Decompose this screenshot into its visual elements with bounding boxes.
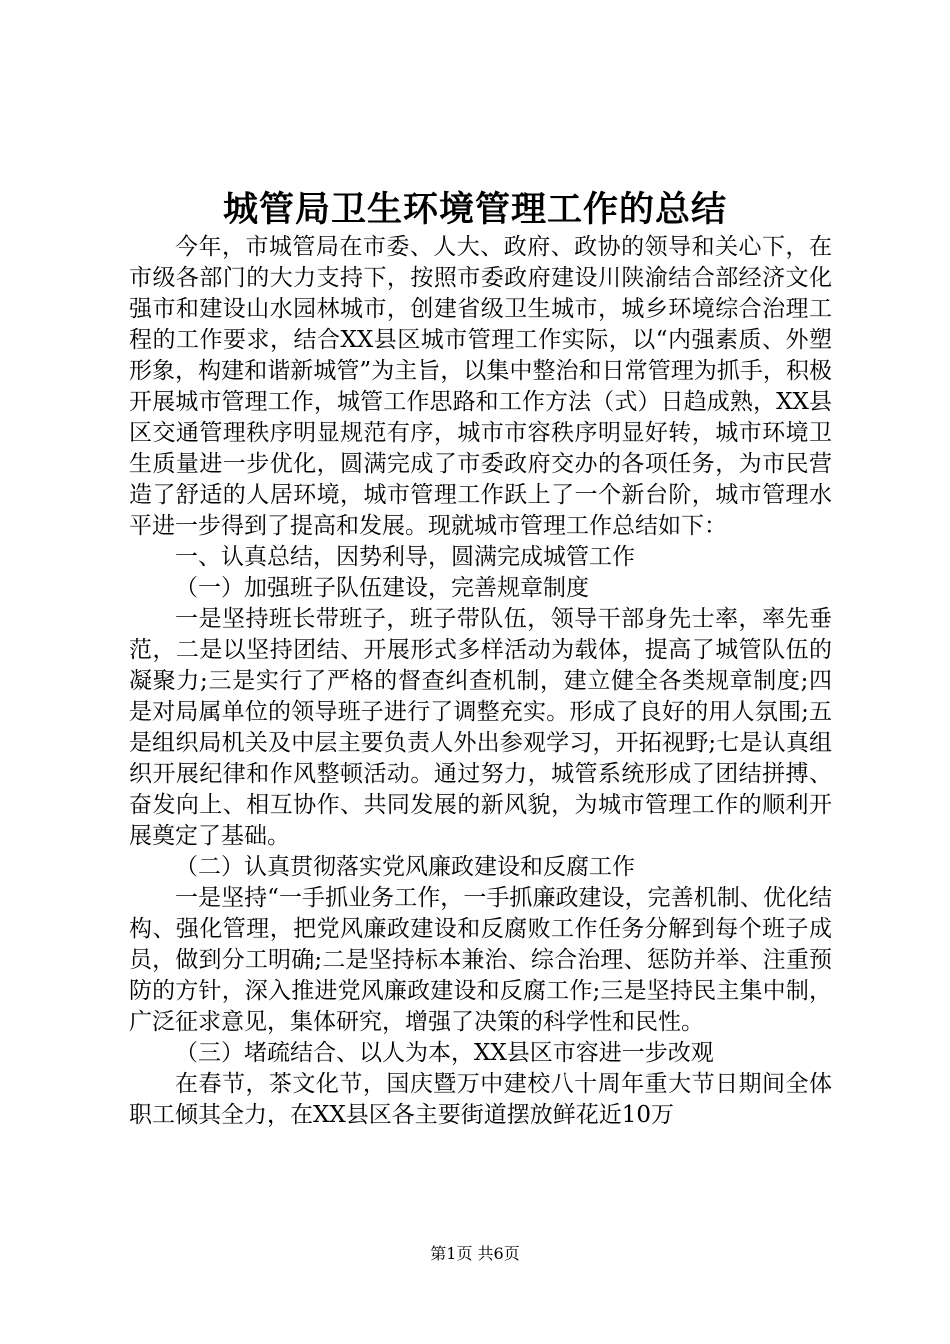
section-heading: 一、认真总结，因势利导，圆满完成城管工作 [175,544,635,570]
page-number-footer: 第1页 共6页 [430,1244,520,1263]
paragraph: 一是坚持“一手抓业务工作，一手抓廉政建设，完善机制、优化结构、强化管理，把党风廉政建设和反腐败工作任务分解到每个班子成员，做到分工明确;二是坚持标本兼治、综合治理、惩防并举、注重预防的方针，深入推进党风廉政建设和反腐工作;三是坚持民主集中制，广泛征求意见，集体研究，增强了决策的科学性和民性。 [129,885,832,1035]
paragraph: 在春节，茶文化节，国庆暨万中建校八十周年重大节日期间全体职工倾其全力，在XX县区各主要街道摆放鲜花近10万 [129,1071,832,1128]
document-body [129,232,832,1131]
subsection-heading: （一）加强班子队伍建设，完善规章制度 [175,575,589,601]
paragraph: 一是坚持班长带班子，班子带队伍，领导干部身先士率，率先垂范，二是以坚持团结、开展形式多样活动为载体，提高了城管队伍的凝聚力;三是实行了严格的督查纠查机制，建立健全各类规章制度;四是对局属单位的领导班子进行了调整充实。形成了良好的用人氛围;五是组织局机关及中层主要负责人外出参观学习，开拓视野;七是认真组织开展纪律和作风整顿活动。通过努力，城管系统形成了团结拼搏、奋发向上、相互协作、共同发展的新风貌，为城市管理工作的顺利开展奠定了基础。 [129,606,832,849]
document-title: 城管局卫生环境管理工作的总结 [222,189,727,230]
paragraph: 今年，市城管局在市委、人大、政府、政协的领导和关心下，在市级各部门的大力支持下，按照市委政府建设川陕渝结合部经济文化强市和建设山水园林城市，创建省级卫生城市，城乡环境综合治理工程的工作要求，结合XX县区城市管理工作实际，以“内强素质、外塑形象，构建和谐新城管”为主旨，以集中整治和日常管理为抓手，积极开展城市管理工作，城管工作思路和工作方法（式）日趋成熟，XX县区交通管理秩序明显规范有序，城市市容秩序明显好转，城市环境卫生质量进一步优化，圆满完成了市委政府交办的各项任务，为市民营造了舒适的人居环境，城市管理工作跃上了一个新台阶，城市管理水平进一步得到了提高和发展。现就城市管理工作总结如下： [129,234,832,539]
subsection-heading: （三）堵疏结合、以人为本，XX县区市容进一步改观 [175,1040,714,1066]
subsection-heading: （二）认真贯彻落实党风廉政建设和反腐工作 [175,854,635,880]
